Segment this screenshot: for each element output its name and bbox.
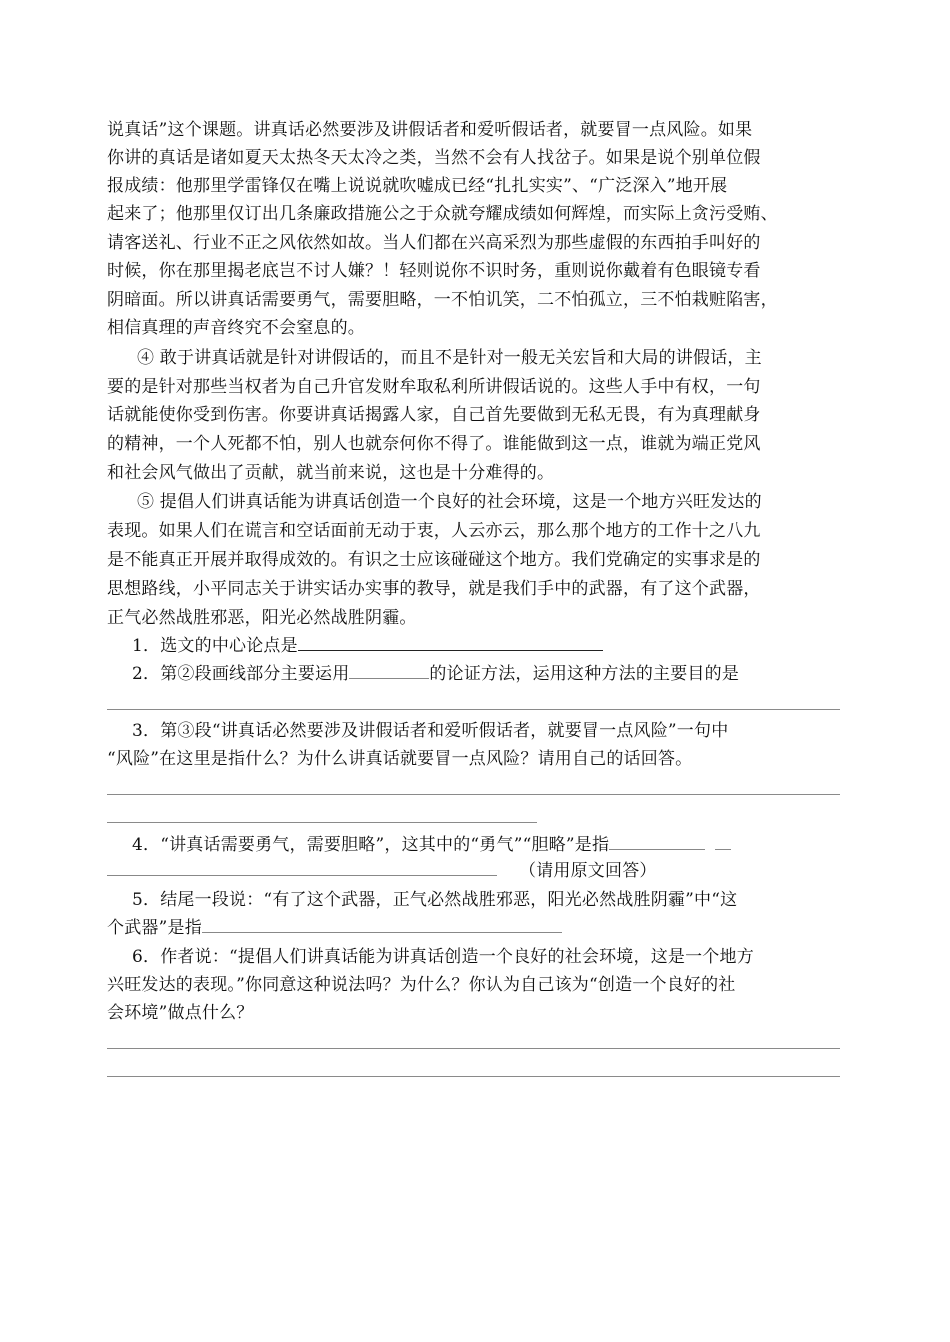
- passage-line: 相信真理的声音终究不会窒息的。: [107, 318, 365, 338]
- question-5-line-2: [107, 916, 562, 940]
- answer-blank[interactable]: [298, 634, 603, 651]
- paragraph-5-start: ⑤ 提倡人们讲真话能为讲真话创造一个良好的社会环境，这是一个地方兴旺发达的: [137, 492, 762, 512]
- passage-line: 要的是针对那些当权者为自己升官发财牟取私利所讲假话说的。这些人手中有权，一句: [107, 377, 761, 397]
- question-4: [132, 833, 731, 857]
- passage-line: 请客送礼、行业不正之风依然如故。当人们都在兴高采烈为那些虚假的东西拍手叫好的: [107, 233, 761, 253]
- passage-line: 话就能使你受到伤害。你要讲真话揭露人家，自己首先要做到无私无畏，有为真理献身: [107, 405, 761, 425]
- question-6-line-1: 6．作者说：“提倡人们讲真话能为讲真话创造一个良好的社会环境，这是一个地方: [132, 947, 754, 967]
- paragraph-4-start: ④ 敢于讲真话就是针对讲假话的，而且不是针对一般无关宏旨和大局的讲假话，主: [137, 348, 762, 368]
- passage-line: 报成绩：他那里学雷锋仅在嘴上说说就吹嘘成已经“扎扎实实”、“广泛深入”地开展: [107, 176, 728, 196]
- question-4-note: （请用原文回答）: [519, 861, 657, 881]
- passage-line: 时候，你在那里揭老底岂不讨人嫌？！轻则说你不识时务，重则说你戴着有色眼镜专看: [107, 261, 761, 281]
- question-5-text: 个武器”是指: [107, 918, 202, 938]
- question-1-text: 1．选文的中心论点是: [132, 636, 298, 656]
- question-2: [132, 662, 739, 686]
- answer-line[interactable]: [107, 822, 537, 823]
- question-5-line-1: 5．结尾一段说：“有了这个武器，正气必然战胜邪恶，阳光必然战胜阴霾”中“这: [132, 890, 738, 910]
- answer-line[interactable]: [107, 1048, 840, 1049]
- passage-line: 起来了；他那里仅订出几条廉政措施公之于众就夸耀成绩如何辉煌，而实际上贪污受贿、: [107, 204, 778, 224]
- question-3-line-1: 3．第③段“讲真话必然要涉及讲假话者和爱听假话者，就要冒一点风险”一句中: [132, 721, 729, 741]
- answer-line[interactable]: [107, 1076, 840, 1077]
- question-6-line-2: 兴旺发达的表现。”你同意这种说法吗？为什么？你认为自己该为“创造一个良好的社: [107, 975, 736, 995]
- passage-line: 是不能真正开展并取得成效的。有识之士应该碰碰这个地方。我们党确定的实事求是的: [107, 550, 761, 570]
- passage-line: 正气必然战胜邪恶，阳光必然战胜阴霾。: [107, 608, 417, 628]
- answer-blank[interactable]: [349, 662, 429, 679]
- passage-line: 说真话”这个课题。讲真话必然要涉及讲假话者和爱听假话者，就要冒一点风险。如果: [107, 120, 753, 140]
- passage-line: 思想路线，小平同志关于讲实话办实事的教导，就是我们手中的武器，有了这个武器，: [107, 579, 761, 599]
- answer-blank[interactable]: [107, 859, 497, 876]
- question-2-text-a: 2．第②段画线部分主要运用: [132, 664, 350, 684]
- question-4-text: 4．“讲真话需要勇气，需要胆略”，这其中的“勇气”“胆略”是指: [132, 835, 610, 855]
- answer-blank[interactable]: [609, 833, 705, 850]
- answer-blank[interactable]: [715, 833, 731, 850]
- answer-line[interactable]: [107, 794, 840, 795]
- answer-line[interactable]: [107, 709, 840, 710]
- question-3-line-2: “风险”在这里是指什么？为什么讲真话就要冒一点风险？请用自己的话回答。: [107, 749, 693, 769]
- passage-line: 和社会风气做出了贡献，就当前来说，这也是十分难得的。: [107, 463, 555, 483]
- question-1: [132, 634, 603, 658]
- passage-line: 表现。如果人们在谎言和空话面前无动于衷，人云亦云，那么那个地方的工作十之八九: [107, 521, 761, 541]
- question-2-text-b: 的论证方法，运用这种方法的主要目的是: [429, 664, 740, 684]
- passage-line: 阴暗面。所以讲真话需要勇气，需要胆略，一不怕讥笑，二不怕孤立，三不怕栽赃陷害，: [107, 290, 778, 310]
- passage-line: 的精神，一个人死都不怕，别人也就奈何你不得了。谁能做到这一点，谁就为端正党风: [107, 434, 761, 454]
- answer-blank[interactable]: [202, 916, 562, 933]
- passage-line: 你讲的真话是诸如夏天太热冬天太冷之类，当然不会有人找岔子。如果是说个别单位假: [107, 148, 761, 168]
- question-6-line-3: 会环境”做点什么？: [107, 1003, 254, 1023]
- question-4-line-2: [107, 859, 657, 883]
